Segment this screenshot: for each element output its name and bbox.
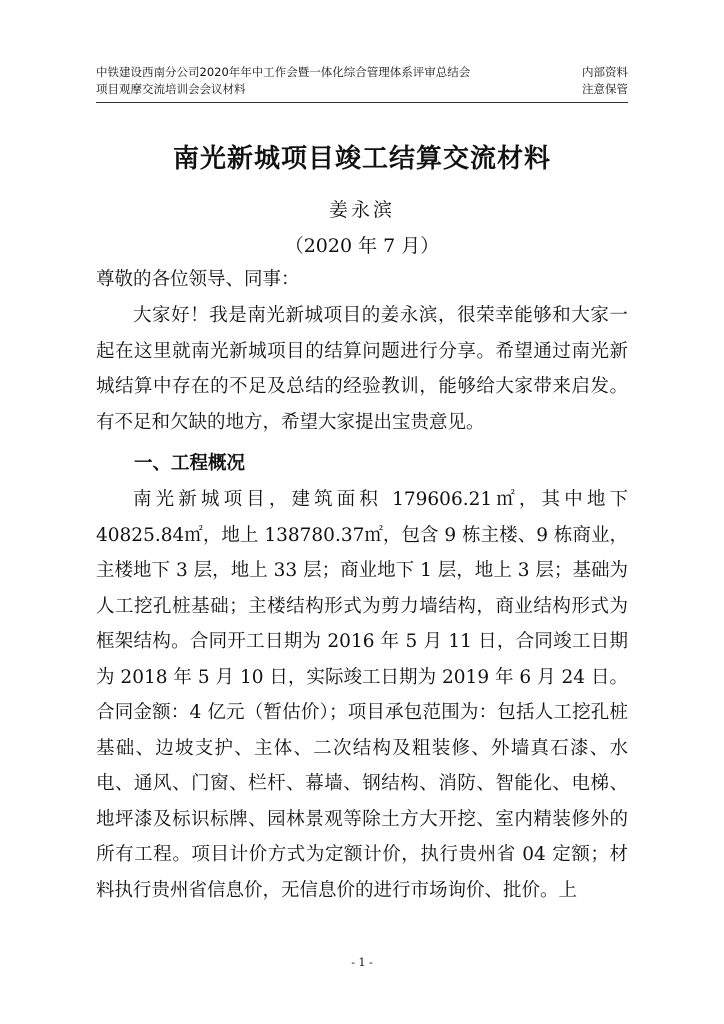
page-header-left	[96, 64, 470, 98]
paragraph-overview: 南光新城项目，建筑面积 179606.21㎡，其中地下 40825.84㎡，地上 138780.37㎡，包含 9 栋主楼、9 栋商业，主楼地下 3 层，地上 33 层；商业地下 1 层，地上 3 层；基础为人工挖孔桩基础；主楼结构形式为剪力墙结构，商业结构形式为框架结构。合同开工日期为 2016 年 5 月 11 日，合同竣工日期为 2018 年 5 月 10 日，实际竣工日期为 2019 年 6 月 24 日。合同金额：4 亿元（暂估价）；项目承包范围为：包括人工挖孔桩基础、边坡支护、主体、二次结构及粗装修、外墙真石漆、水电、通风、门窗、栏杆、幕墙、钢结构、消防、智能化、电梯、地坪漆及标识标牌、园林景观等除土方大开挖、室内精装修外的所有工程。项目计价方式为定额计价，执行贵州省 04 定额；材料执行贵州省信息价，无信息价的进行市场询价、批价。上	[96, 489, 628, 901]
page-number: - 1 -	[351, 956, 373, 969]
header-meeting-line: 中铁建设西南分公司2020年年中工作会暨一体化综合管理体系评审总结会	[96, 65, 471, 79]
greeting: 尊敬的各位领导、同事：	[96, 269, 300, 290]
header-material-line: 项目观摩交流培训会会议材料	[96, 82, 246, 96]
header-divider	[96, 102, 628, 103]
document-date: （2020 年 7 月）	[284, 235, 440, 257]
page-header-right	[582, 64, 628, 98]
document-author: 姜永滨	[328, 199, 395, 221]
document-title: 南光新城项目竣工结算交流材料	[172, 144, 551, 174]
header-keep-label: 注意保管	[582, 82, 628, 96]
paragraph-intro: 大家好！我是南光新城项目的姜永滨，很荣幸能够和大家一起在这里就南光新城项目的结算问题进行分享。希望通过南光新城结算中存在的不足及总结的经验教训，能够给大家带来启发。有不足和欠缺的地方，希望大家提出宝贵意见。	[96, 305, 628, 433]
section-heading-overview: 一、工程概况	[134, 453, 246, 474]
header-internal-label: 内部资料	[582, 65, 628, 79]
